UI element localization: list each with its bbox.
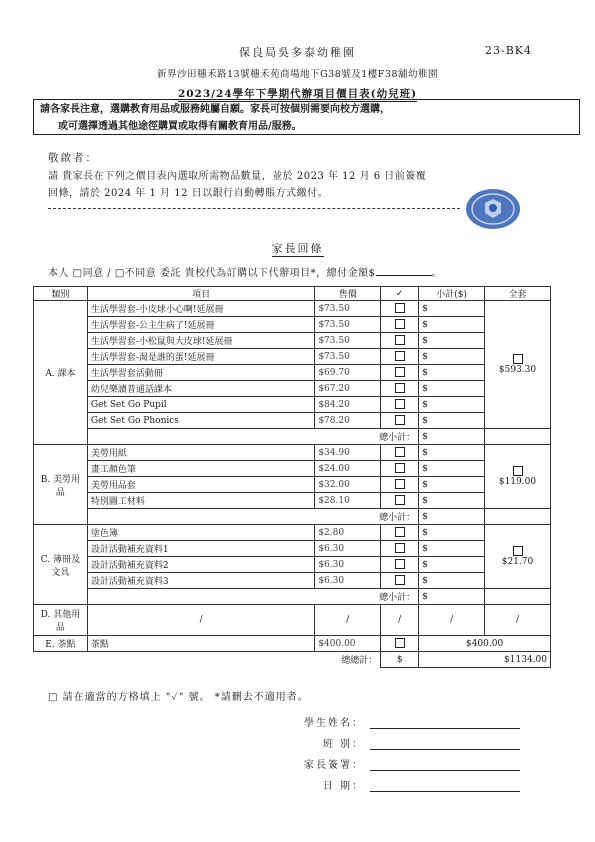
item-checkbox[interactable] [395,527,405,537]
item-checkbox[interactable] [395,559,405,569]
item-name: 生活學習套活動冊 [87,365,314,381]
dollar-sign: $ [422,543,428,554]
field-label: 班 別： [322,739,364,750]
tea-row [34,636,551,652]
item-name: 特別圖工材料 [87,493,314,509]
form-code: 23-BK4 [485,44,533,57]
field-input-line[interactable] [370,782,520,792]
reply-slip-title: 家長回條 [271,242,324,255]
header-price: 售價 [315,287,381,301]
item-checkbox-cell [381,493,419,509]
field-input-line[interactable] [370,740,520,750]
item-price: $73.50 [315,333,381,349]
item-subtotal[interactable] [419,413,485,429]
item-checkbox[interactable] [395,479,405,489]
item-subtotal[interactable] [419,381,485,397]
header-category: 類別 [34,287,88,301]
subtotal-blank [485,509,551,525]
total-amount-blank[interactable] [376,275,432,276]
item-subtotal[interactable] [419,525,485,541]
item-subtotal[interactable] [419,461,485,477]
subtotal-label: 總小計： [87,509,418,525]
school-name: 保良局吳多泰幼稚園 [239,46,356,59]
item-price: $6.30 [315,541,381,557]
item-name: 生活學習套-小松鼠與大皮球!延展冊 [87,333,314,349]
slash-cell: / [485,605,551,636]
subtotal-row [34,509,551,525]
school-address: 新界沙田穗禾路13號穗禾苑商場地下G38號及1樓F38舖幼稚園 [157,69,438,80]
item-price: $78.20 [315,413,381,429]
category-cell: C. 簿冊及文具 [34,525,88,605]
dollar-sign: $ [422,303,428,314]
table-row [34,413,551,429]
dollar-sign: $ [422,335,428,346]
field-input-line[interactable] [370,761,520,771]
item-price: $2.80 [315,525,381,541]
item-name: 設計活動補充資料3 [87,573,314,589]
other-row [34,605,551,636]
field-label: 日 期： [322,781,364,792]
full-set-cell [485,301,551,429]
item-checkbox-cell [381,317,419,333]
item-name: 生活學習套-公主生病了!延展冊 [87,317,314,333]
item-checkbox-cell [381,445,419,461]
item-checkbox[interactable] [395,303,405,313]
full-set-price: $593.30 [498,364,537,375]
table-row [34,461,551,477]
table-row [34,477,551,493]
item-name: 設計活動補充資料2 [87,557,314,573]
item-checkbox[interactable] [395,399,405,409]
letter-line-2: 回條，請於 2024 年 1 月 12 日以銀行自動轉賬方式繳付。 [48,188,329,199]
item-name: 生活學習套-渴是誰的蛋!延展冊 [87,349,314,365]
dollar-sign: $ [422,383,428,394]
item-checkbox-cell [381,573,419,589]
letter-line-1: 請 貴家長在下列之價目表內選取所需物品數量，並於 2023 年 12 月 6 日前簽覆 [48,171,427,182]
notice-line-1: 請各家長注意，選購教育用品或服務純屬自願。家長可按個別需要向校方選購， [40,104,390,115]
item-checkbox[interactable] [395,415,405,425]
price-table [33,286,551,668]
subtotal-row [34,589,551,605]
item-price: $6.30 [315,573,381,589]
item-checkbox[interactable] [395,463,405,473]
grand-total-dollar: $ [381,652,419,668]
slash-cell: / [315,605,381,636]
item-subtotal[interactable] [419,301,485,317]
item-price: $73.50 [315,317,381,333]
field-input-line[interactable] [370,719,520,729]
item-price: $6.30 [315,557,381,573]
full-set-checkbox[interactable] [513,354,523,364]
group-subtotal[interactable] [419,589,485,605]
category-cell: B. 美勞用品 [34,445,88,525]
item-price: $84.20 [315,397,381,413]
item-subtotal[interactable] [419,445,485,461]
item-checkbox-cell [381,525,419,541]
table-row [34,301,551,317]
item-price: $73.50 [315,349,381,365]
item-subtotal[interactable] [419,493,485,509]
dollar-sign: $ [422,319,428,330]
item-checkbox[interactable] [395,495,405,505]
field-label: 學生姓名： [304,718,364,729]
item-checkbox-cell [381,381,419,397]
item-subtotal[interactable] [419,317,485,333]
item-checkbox-cell [381,636,419,652]
grand-total-row [34,652,551,668]
dollar-sign: $ [422,591,428,602]
item-checkbox-cell [381,333,419,349]
item-name: Get Set Go Phonics [87,413,314,429]
table-row [34,445,551,461]
subtotal-label: 總小計： [87,589,418,605]
item-checkbox-cell [381,413,419,429]
dollar-sign: $ [422,479,428,490]
letter-body [48,168,458,202]
signature-field [300,777,560,792]
dollar-sign: $ [422,367,428,378]
item-name: 幼兒樂讀普通話課本 [87,381,314,397]
category-cell: A. 課本 [34,301,88,445]
item-checkbox[interactable] [395,367,405,377]
full-set-checkbox[interactable] [513,466,523,476]
table-row [34,557,551,573]
group-subtotal[interactable] [419,509,485,525]
dollar-sign: $ [422,351,428,362]
item-name: 塗色簿 [87,525,314,541]
item-price: $34.90 [315,445,381,461]
item-name: 美勞用品套 [87,477,314,493]
item-checkbox-cell [381,301,419,317]
item-name: 畫工顏色筆 [87,461,314,477]
signature-field [300,756,560,771]
item-subtotal[interactable] [419,557,485,573]
item-checkbox[interactable] [395,638,405,648]
header-item: 項目 [87,287,314,301]
item-price: $24.00 [315,461,381,477]
item-name: 設計活動補充資料1 [87,541,314,557]
dollar-sign: $ [422,527,428,538]
table-row [34,349,551,365]
item-checkbox-cell [381,557,419,573]
category-cell: D. 其他用品 [34,605,88,636]
table-row [34,397,551,413]
dollar-sign: $ [422,447,428,458]
full-set-cell [485,525,551,589]
slash-cell: / [419,605,485,636]
item-checkbox-cell [381,397,419,413]
header-full-set: 全套 [485,287,551,301]
item-checkbox[interactable] [395,575,405,585]
item-subtotal[interactable] [419,333,485,349]
consent-text: 本人 □同意 / □不同意 委託 貴校代為訂購以下代辦項目*，總付金額$ [48,268,376,279]
item-checkbox[interactable] [395,319,405,329]
item-checkbox[interactable] [395,351,405,361]
item-subtotal[interactable] [419,349,485,365]
item-name: 茶點 [87,636,314,652]
table-row [34,365,551,381]
dollar-sign: $ [422,431,428,442]
grand-total-label: 總總計： [34,652,381,668]
dollar-sign: $ [422,399,428,410]
dollar-sign: $ [422,511,428,522]
item-name: Get Set Go Pupil [87,397,314,413]
table-row [34,493,551,509]
dollar-sign: $ [422,575,428,586]
full-set-price: $119.00 [498,476,537,487]
subtotal-blank [485,589,551,605]
item-checkbox[interactable] [395,335,405,345]
table-row [34,317,551,333]
item-checkbox[interactable] [395,543,405,553]
item-price: $32.00 [315,477,381,493]
table-row [34,541,551,557]
table-row [34,381,551,397]
item-checkbox[interactable] [395,383,405,393]
full-set-price: $21.70 [501,556,534,567]
item-price: $28.10 [315,493,381,509]
dollar-sign: $ [422,463,428,474]
item-name: 生活學習套-小皮球小心啊!延展冊 [87,301,314,317]
school-seal-icon [463,187,523,231]
dollar-sign: $ [422,415,428,426]
item-price: $69.70 [315,365,381,381]
salutation: 敬啟者： [48,152,98,164]
item-subtotal[interactable] [419,541,485,557]
category-cell: E. 茶點 [34,636,88,652]
signature-field [300,714,560,729]
group-subtotal[interactable] [419,429,485,445]
tea-subtotal: $400.00 [419,636,551,652]
field-label: 家長簽署： [304,760,364,771]
item-name: 美勞用紙 [87,445,314,461]
consent-line [48,264,442,279]
item-checkbox-cell [381,477,419,493]
item-checkbox-cell [381,349,419,365]
full-set-cell [485,445,551,509]
item-checkbox-cell [381,461,419,477]
full-set-checkbox[interactable] [513,546,523,556]
item-price: $73.50 [315,301,381,317]
dollar-sign: $ [422,559,428,570]
dollar-sign: $ [422,495,428,506]
footnote: □ 請在適當的方格填上 "✓" 號。 *請刪去不適用者。 [48,692,309,703]
item-subtotal[interactable] [419,477,485,493]
item-subtotal[interactable] [419,365,485,381]
item-checkbox-cell [381,365,419,381]
item-price: $67.20 [315,381,381,397]
form-title: 2023/24學年下學期代辦項目價目表(幼兒班) [177,88,418,100]
item-subtotal[interactable] [419,573,485,589]
cut-line [48,208,460,209]
table-header-row [34,287,551,301]
subtotal-label: 總小計： [87,429,418,445]
header-check: ✓ [381,287,419,301]
slash-cell: / [381,605,419,636]
table-row [34,333,551,349]
notice-box [33,99,580,135]
subtotal-blank [485,429,551,445]
table-row [34,573,551,589]
item-subtotal[interactable] [419,397,485,413]
item-checkbox[interactable] [395,447,405,457]
item-checkbox-cell [381,541,419,557]
table-row [34,525,551,541]
notice-line-2: 或可選擇透過其他途徑購買或取得有關教育用品/服務。 [58,121,302,132]
signature-field [300,735,560,750]
consent-end: 。 [431,268,443,279]
slash-cell: / [87,605,314,636]
item-price: $400.00 [315,636,381,652]
subtotal-row [34,429,551,445]
header-subtotal: 小計($) [419,287,485,301]
grand-total-value: $1134.00 [419,652,551,668]
